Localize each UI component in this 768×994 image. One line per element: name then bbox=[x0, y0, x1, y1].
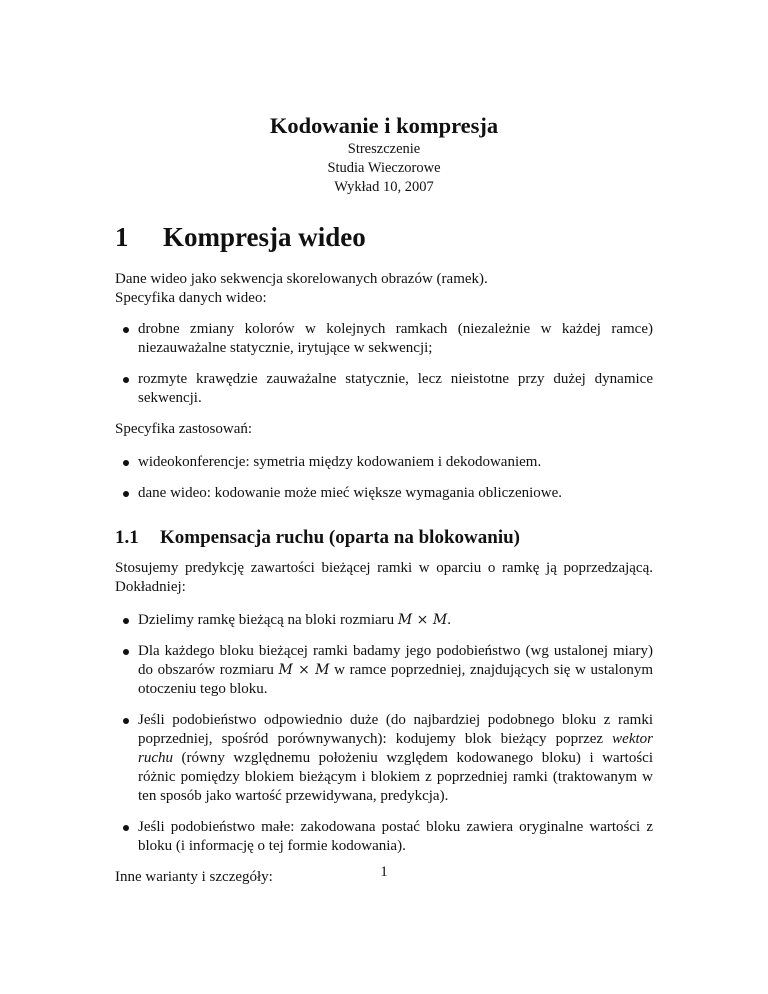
subtitle-studies: Studia Wieczorowe bbox=[327, 160, 441, 176]
section-1-intro bbox=[115, 270, 653, 308]
list-item: Dzielimy ramkę bieżącą na bloki rozmiaru M × M. bbox=[115, 611, 653, 630]
bullet-icon bbox=[123, 377, 129, 383]
section-1-heading bbox=[115, 220, 653, 254]
list-item: rozmyte krawędzie zauważalne statycznie, lecz nieistotne przy dużej dynamice sekwencji. bbox=[115, 370, 653, 408]
bullet-icon bbox=[123, 718, 129, 724]
list-item: Jeśli podobieństwo małe: zakodowana postać bloku zawiera oryginalne wartości z bloku (i informację o tej formie kodowania). bbox=[115, 818, 653, 856]
section-1-1-title: Kompensacja ruchu (oparta na blokowaniu) bbox=[160, 527, 520, 548]
motion-vector-term: wektor ruchu bbox=[138, 731, 653, 766]
bullet-icon bbox=[123, 618, 129, 624]
closing-line: Inne warianty i szczegóły: bbox=[115, 869, 273, 885]
document-title: Kodowanie i kompresja bbox=[269, 113, 499, 138]
intro-line-1: Dane wideo jako sekwencja skorelowanych obrazów (ramek). bbox=[115, 271, 488, 287]
bullet-icon bbox=[123, 825, 129, 831]
math-area-size: M × M bbox=[278, 662, 330, 678]
list-item: Jeśli podobieństwo odpowiednio duże (do najbardziej podobnego bloku z ramki poprzedniej, spośród porównywanych): kodujemy blok bieżący poprzez wektor ruchu (równy względnemu położeniu względem kodowanego bloku) i wartości różnic pomiędzy blokiem bieżącym i blokiem z poprzedniej ramki (traktowanym w ten sposób jako wartość przewidywana, predykcja). bbox=[115, 711, 653, 806]
bullet-icon bbox=[123, 649, 129, 655]
list-item: wideokonferencje: symetria między kodowaniem i dekodowaniem. bbox=[115, 453, 653, 472]
intro-line-2: Specyfika danych wideo: bbox=[115, 290, 267, 306]
bullet-icon bbox=[123, 460, 129, 466]
page-number: 1 bbox=[380, 864, 388, 880]
motion-compensation-list bbox=[115, 611, 653, 856]
applications-list bbox=[115, 453, 653, 503]
math-block-size: M × M bbox=[397, 612, 448, 628]
document-page bbox=[115, 0, 653, 887]
bullet-icon bbox=[123, 491, 129, 497]
section-1-title: Kompresja wideo bbox=[163, 222, 366, 252]
section-1-1-intro: Stosujemy predykcję zawartości bieżącej ramki w oparciu o ramkę ją poprzedzającą. Dokładniej: bbox=[115, 560, 653, 595]
list-item: drobne zmiany kolorów w kolejnych ramkach (niezależnie w każdej ramce) niezauważalne statycznie, irytujące w sekwencji; bbox=[115, 320, 653, 358]
section-1-number: 1 bbox=[115, 222, 129, 252]
applications-label: Specyfika zastosowań: bbox=[115, 421, 253, 437]
section-1-1-heading bbox=[115, 526, 653, 550]
bullet-icon bbox=[123, 327, 129, 333]
subtitle-abstract: Streszczenie bbox=[347, 141, 421, 157]
subtitle-lecture: Wykład 10, 2007 bbox=[334, 179, 434, 195]
video-specifics-list bbox=[115, 320, 653, 408]
section-1-1-number: 1.1 bbox=[115, 527, 139, 548]
title-block bbox=[115, 112, 653, 197]
list-item: dane wideo: kodowanie może mieć większe wymagania obliczeniowe. bbox=[115, 484, 653, 503]
list-item: Dla każdego bloku bieżącej ramki badamy jego podobieństwo (wg ustalonej miary) do obszarów rozmiaru M × M w ramce poprzedniej, znajdujących się w ustalonym otoczeniu tego bloku. bbox=[115, 642, 653, 699]
